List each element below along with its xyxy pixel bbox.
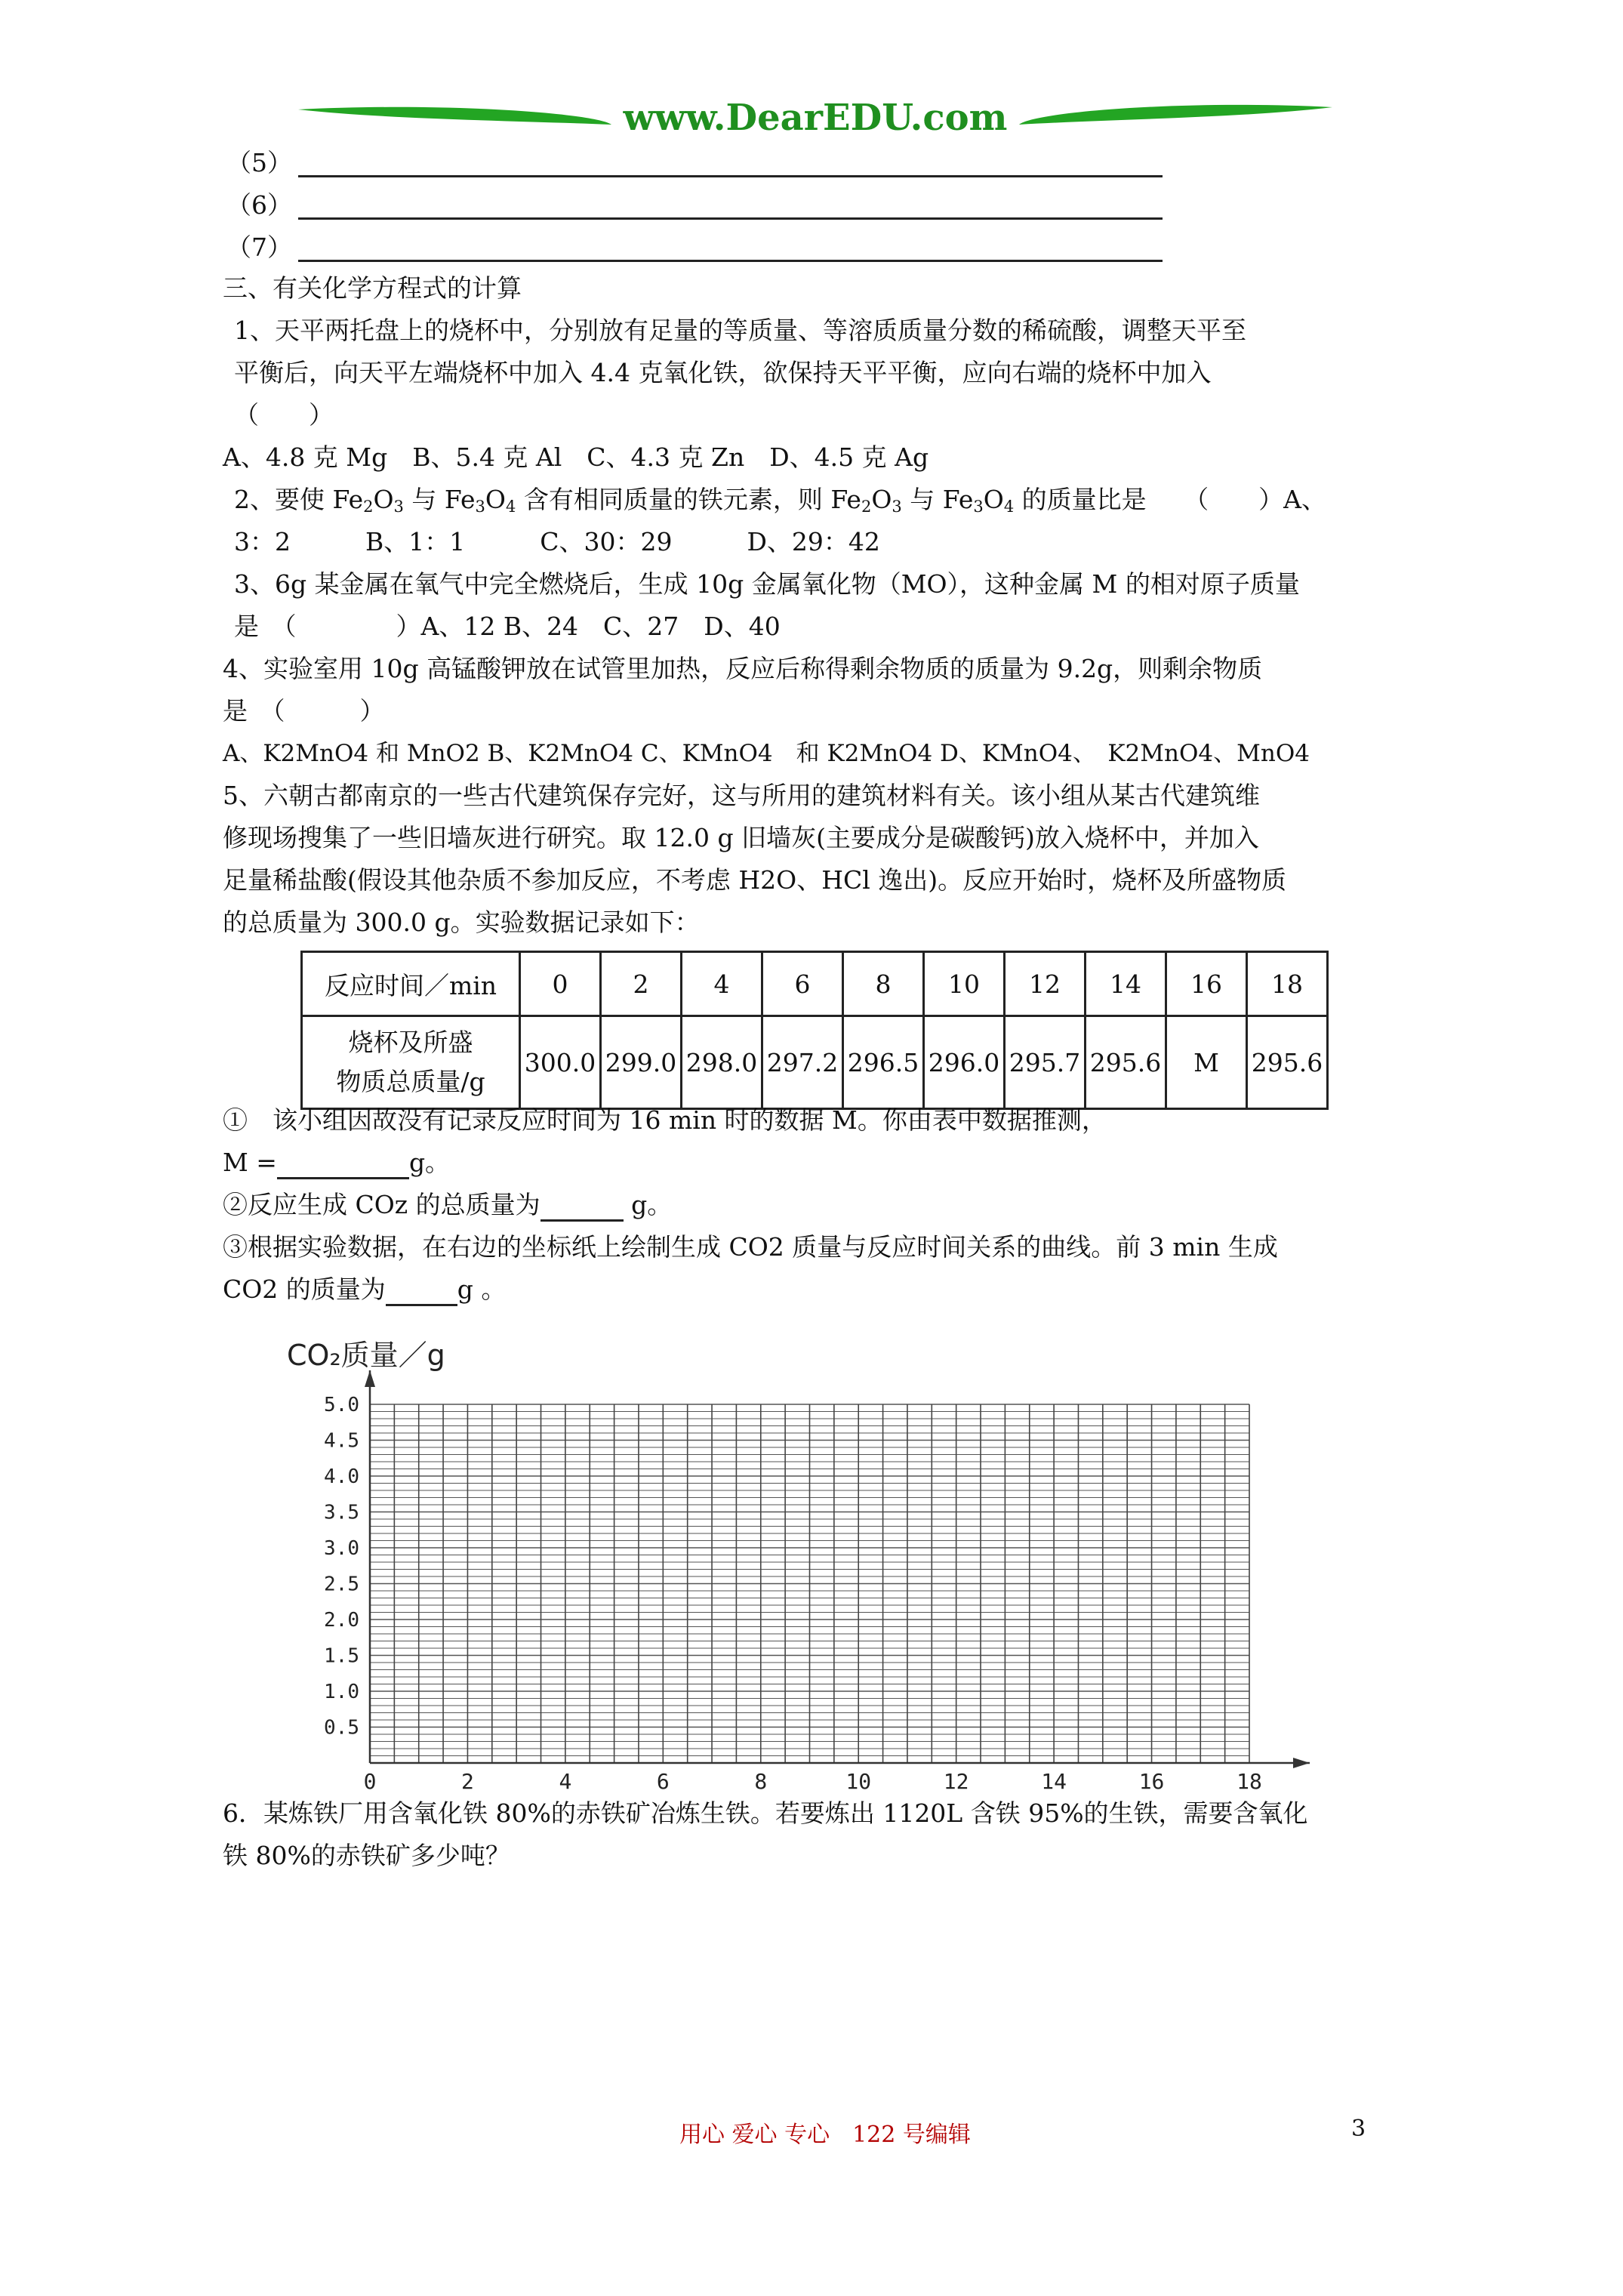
- y-tick-label: 1.5: [324, 1644, 359, 1668]
- y-tick-label: 1.0: [324, 1681, 359, 1703]
- table-cell: 10: [924, 952, 1005, 1016]
- q5-sub3-line-1: ③根据实验数据，在右边的坐标纸上绘制生成 CO2 质量与反应时间关系的曲线。前 3 min 生成: [223, 1232, 1278, 1262]
- x-axis-arrow-icon: [1293, 1758, 1310, 1768]
- answer-blank-co2-total[interactable]: [540, 1192, 624, 1222]
- y-tick-label: 5.0: [324, 1394, 359, 1416]
- section-title: 三、有关化学方程式的计算: [223, 273, 522, 303]
- x-tick-label: 16: [1138, 1769, 1165, 1794]
- answer-line-5[interactable]: [298, 175, 1163, 177]
- y-tick-label: 4.0: [324, 1465, 359, 1488]
- q4-line-1: 4、实验室用 10g 高锰酸钾放在试管里加热，反应后称得剩余物质的质量为 9.2g，则剩余物质: [223, 654, 1263, 683]
- header-logo: [294, 91, 1336, 143]
- answer-line-7[interactable]: [298, 260, 1163, 262]
- table-cell: 300.0: [520, 1016, 601, 1109]
- table-cell: 296.0: [924, 1016, 1005, 1109]
- answer-label-7: （7）: [226, 233, 292, 262]
- y-axis-arrow-icon: [365, 1370, 375, 1387]
- answer-blank-m[interactable]: [277, 1150, 409, 1179]
- q3-line-2: 是 （ ）A、12 B、24 C、27 D、40: [234, 612, 781, 641]
- x-tick-label: 6: [656, 1769, 670, 1794]
- q3-line-1: 3、6g 某金属在氧气中完全燃烧后，生成 10g 金属氧化物（MO），这种金属 M 的相对原子质量: [234, 569, 1300, 599]
- q1-options: A、4.8 克 Mg B、5.4 克 Al C、4.3 克 Zn D、4.5 克 Ag: [223, 442, 929, 472]
- table-cell: 298.0: [682, 1016, 762, 1109]
- footer-text: 用心 爱心 专心 122 号编辑: [679, 2122, 971, 2148]
- q2-line-2: 3：2 B、1：1 C、30：29 D、29：42: [234, 527, 880, 556]
- q4-line-2: 是 （ ）: [223, 696, 385, 726]
- x-tick-label: 2: [461, 1769, 474, 1794]
- q1-line-2: 平衡后，向天平左端烧杯中加入 4.4 克氧化铁，欲保持天平平衡，应向右端的烧杯中加入: [234, 358, 1212, 387]
- q1-line-3: （ ）: [234, 400, 334, 430]
- q5-sub2: ②反应生成 COz 的总质量为 g。: [223, 1188, 672, 1222]
- y-tick-label: 2.5: [324, 1573, 359, 1596]
- table-row: [302, 1016, 1328, 1109]
- table-cell: 16: [1166, 952, 1247, 1016]
- q5-line-2: 修现场搜集了一些旧墙灰进行研究。取 12.0 g 旧墙灰(主要成分是碳酸钙)放入烧杯中，并加入: [223, 823, 1259, 852]
- table-cell: 8: [843, 952, 924, 1016]
- q5-sub1-line-2: M = g。: [223, 1146, 450, 1179]
- answer-line-6[interactable]: [298, 217, 1163, 220]
- y-tick-label: 3.0: [324, 1537, 359, 1560]
- q6-line-1: 6．某炼铁厂用含氧化铁 80%的赤铁矿冶炼生铁。若要炼出 1120L 含铁 95%的生铁，需要含氧化: [223, 1798, 1308, 1828]
- q5-line-4: 的总质量为 300.0 g。实验数据记录如下：: [223, 908, 700, 937]
- table-cell: 295.6: [1086, 1016, 1166, 1109]
- x-tick-label: 8: [754, 1769, 768, 1794]
- grid-lines: [370, 1404, 1249, 1763]
- table-cell: 4: [682, 952, 762, 1016]
- q5-line-1: 5、六朝古都南京的一些古代建筑保存完好，这与所用的建筑材料有关。该小组从某古代建筑维: [223, 781, 1260, 810]
- table-header-mass: [302, 1016, 520, 1109]
- answer-label-5: （5）: [226, 148, 292, 177]
- q5-sub1-line-1: ① 该小组因故没有记录反应时间为 16 min 时的数据 M。你由表中数据推测，: [223, 1105, 1107, 1135]
- co2-graph-paper[interactable]: [257, 1329, 1329, 1797]
- x-tick-label: 12: [943, 1769, 969, 1794]
- q5-line-3: 足量稀盐酸(假设其他杂质不参加反应，不考虑 H2O、HCl 逸出)。反应开始时，烧杯及所盛物质: [223, 865, 1287, 895]
- q4-options: A、K2MnO4 和 MnO2 B、K2MnO4 C、KMnO4 和 K2MnO4 D、KMnO4、 K2MnO4、MnO4: [223, 740, 1310, 767]
- table-cell: M: [1166, 1016, 1247, 1109]
- table-row: [302, 952, 1328, 1016]
- y-tick-label: 2.0: [324, 1609, 359, 1632]
- chart-title: CO₂质量／g: [287, 1339, 445, 1372]
- x-tick-label: 0: [363, 1769, 377, 1794]
- x-tick-label: 10: [845, 1769, 872, 1794]
- x-tick-label: 4: [559, 1769, 572, 1794]
- table-cell: 299.0: [601, 1016, 682, 1109]
- table-cell: 2: [601, 952, 682, 1016]
- table-cell: 297.2: [762, 1016, 843, 1109]
- y-tick-label: 0.5: [324, 1716, 359, 1740]
- page-number: 3: [1351, 2116, 1366, 2142]
- table-cell: 295.7: [1005, 1016, 1086, 1109]
- answer-blank-co2-3min[interactable]: [386, 1277, 457, 1306]
- table-cell: 18: [1247, 952, 1328, 1016]
- answer-label-6: （6）: [226, 190, 292, 220]
- table-header-time: 反应时间／min: [302, 952, 520, 1016]
- x-tick-label: 14: [1041, 1769, 1067, 1794]
- table-cell: 296.5: [843, 1016, 924, 1109]
- table-cell: 295.6: [1247, 1016, 1328, 1109]
- tick-labels: [324, 1394, 1262, 1794]
- q1-line-1: 1、天平两托盘上的烧杯中，分别放有足量的等质量、等溶质质量分数的稀硫酸，调整天平至: [234, 316, 1246, 345]
- table-header-mass-line-2: 物质总质量/g: [336, 1067, 485, 1096]
- logo-text[interactable]: www.DearEDU.com: [623, 97, 1008, 139]
- data-table: [300, 951, 1329, 1110]
- q5-sub3-line-2: CO2 的质量为 g 。: [223, 1273, 506, 1306]
- x-tick-label: 18: [1236, 1769, 1262, 1794]
- q2-line-1: 2、要使 $Fe_2O_3$ 与 $Fe_3O_4$ 含有相同质量的铁元素，则 $Fe_2O_3$ 与 $Fe_3O_4$ 的质量比是 （ ）A、: [234, 485, 1327, 516]
- table-cell: 6: [762, 952, 843, 1016]
- y-tick-label: 3.5: [324, 1501, 359, 1524]
- table-cell: 0: [520, 952, 601, 1016]
- table-cell: 14: [1086, 952, 1166, 1016]
- y-tick-label: 4.5: [324, 1429, 359, 1453]
- table-cell: 12: [1005, 952, 1086, 1016]
- table-header-mass-line-1: 烧杯及所盛: [348, 1028, 473, 1057]
- q6-line-2: 铁 80%的赤铁矿多少吨？: [223, 1841, 510, 1870]
